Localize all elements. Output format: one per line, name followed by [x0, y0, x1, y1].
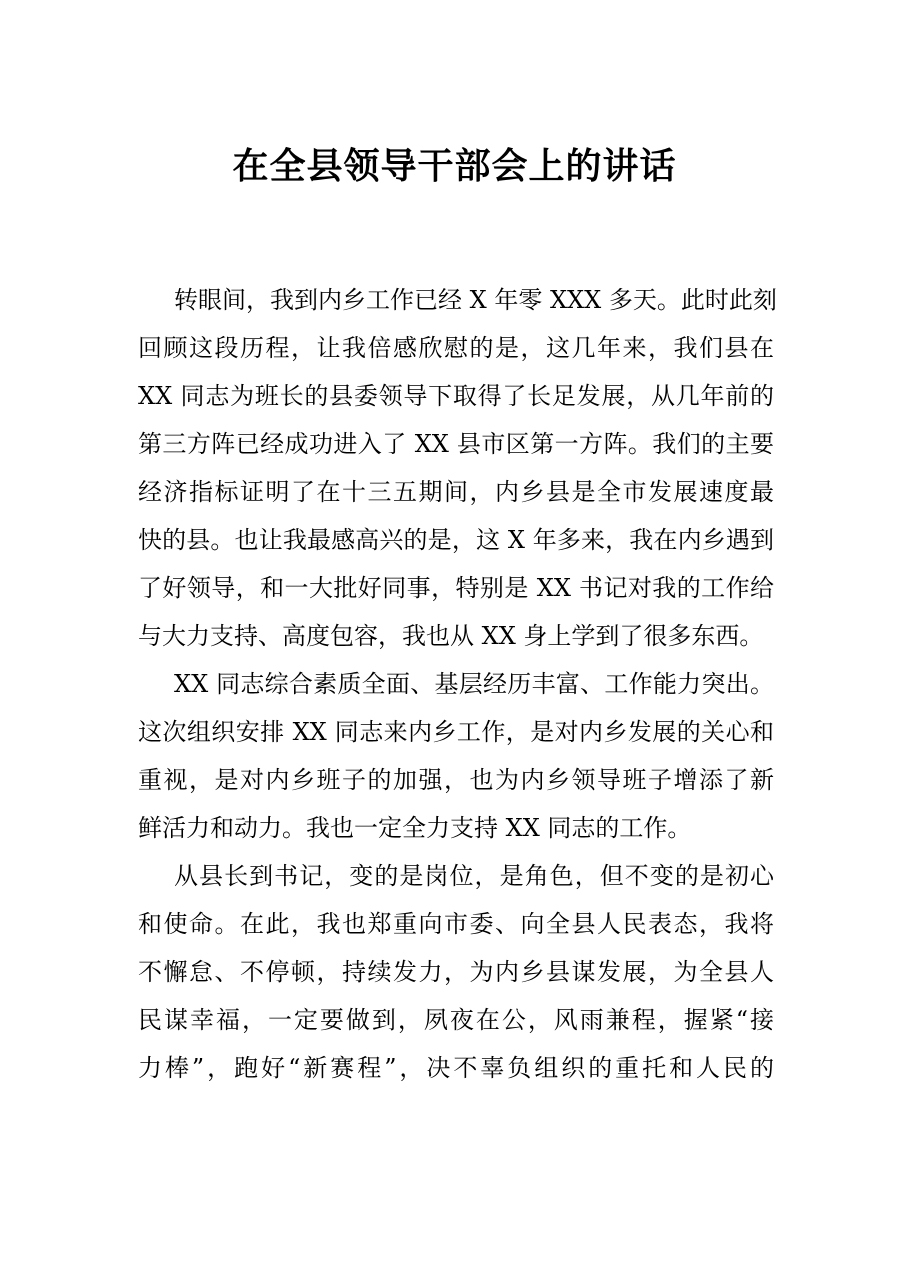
document-title: 在全县领导干部会上的讲话 — [232, 145, 677, 187]
text-line: 从县长到书记，变的是岗位，是角色，但不变的是初心 — [174, 862, 774, 890]
text-line: 快的县。也让我最感高兴的是，这 X 年多来，我在内乡遇到 — [138, 526, 774, 554]
text-line: XX 同志综合素质全面、基层经历丰富、工作能力突出。 — [174, 670, 774, 698]
text-line: 不懈怠、不停顿，持续发力，为内乡县谋发展，为全县人 — [138, 958, 774, 986]
paragraph-2 — [138, 660, 774, 852]
text-line: 和使命。在此，我也郑重向市委、向全县人民表态，我将 — [138, 910, 774, 938]
text-line: 这次组织安排 XX 同志来内乡工作，是对内乡发展的关心和 — [138, 718, 774, 746]
text-line: 回顾这段历程，让我倍感欣慰的是，这几年来，我们县在 — [138, 334, 774, 362]
text-line: 民谋幸福，一定要做到，夙夜在公，风雨兼程，握紧“接 — [138, 1006, 774, 1034]
paragraph-1 — [138, 276, 777, 660]
text-line: 第三方阵已经成功进入了 XX 县市区第一方阵。我们的主要 — [138, 430, 774, 458]
text-line: 力棒”，跑好“新赛程”，决不辜负组织的重托和人民的 — [138, 1054, 774, 1082]
text-line: 经济指标证明了在十三五期间，内乡县是全市发展速度最 — [138, 478, 774, 506]
document-body — [138, 276, 777, 1092]
text-line: 重视，是对内乡班子的加强，也为内乡领导班子增添了新 — [138, 766, 774, 794]
text-line: 了好领导，和一大批好同事，特别是 XX 书记对我的工作给 — [138, 574, 774, 602]
text-line: XX 同志为班长的县委领导下取得了长足发展，从几年前的 — [138, 382, 774, 410]
text-line: 鲜活力和动力。我也一定全力支持 XX 同志的工作。 — [138, 814, 692, 842]
text-line: 与大力支持、高度包容，我也从 XX 身上学到了很多东西。 — [138, 622, 764, 650]
paragraph-3 — [138, 852, 774, 1092]
text-line: 转眼间，我到内乡工作已经 X 年零 XXX 多天。此时此刻 — [174, 286, 777, 314]
